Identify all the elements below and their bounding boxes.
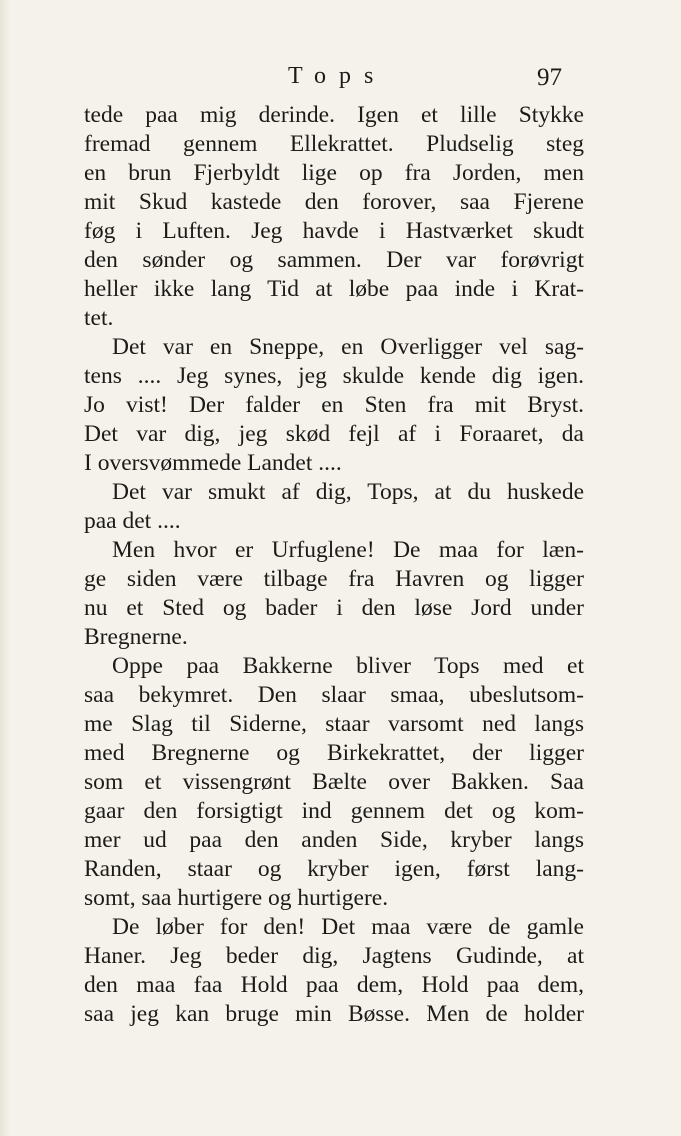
text-line: Jo vist! Der falder en Sten fra mit Bryst. [84, 392, 584, 418]
text-line: ge siden være tilbage fra Havren og ligger [84, 566, 584, 592]
text-line: tens .... Jeg synes, jeg skulde kende dig igen. [84, 363, 584, 389]
text-line: føg i Luften. Jeg havde i Hastværket skudt [84, 218, 584, 244]
text-line: me Slag til Siderne, staar varsomt ned langs [84, 711, 584, 737]
text-line: Oppe paa Bakkerne bliver Tops med et [112, 653, 584, 679]
text-line: De løber for den! Det maa være de gamle [112, 914, 584, 940]
text-line: I oversvømmede Landet .... [84, 450, 342, 476]
text-line: mit Skud kastede den forover, saa Fjerene [84, 189, 584, 215]
text-line: heller ikke lang Tid at løbe paa inde i Krat- [84, 276, 584, 302]
text-line: mer ud paa den anden Side, kryber langs [84, 827, 584, 853]
running-title: Tops [288, 63, 387, 89]
text-line: den maa faa Hold paa dem, Hold paa dem, [84, 972, 584, 998]
text-line: med Bregnerne og Birkekrattet, der ligger [84, 740, 584, 766]
text-line: saa bekymret. Den slaar smaa, ubeslutsom- [84, 682, 584, 708]
text-line: Bregnerne. [84, 624, 188, 650]
text-line: Det var dig, jeg skød fejl af i Foraaret, da [84, 421, 584, 447]
text-line: den sønder og sammen. Der var forøvrigt [84, 247, 584, 273]
page-number: 97 [537, 64, 562, 91]
text-line: nu et Sted og bader i den løse Jord under [84, 595, 584, 621]
text-line: Haner. Jeg beder dig, Jagtens Gudinde, at [84, 943, 584, 969]
text-line: saa jeg kan bruge min Bøsse. Men de holder [84, 1001, 584, 1027]
text-line: en brun Fjerbyldt lige op fra Jorden, men [84, 160, 584, 186]
text-line: tet. [84, 305, 114, 331]
body-text [84, 101, 584, 1029]
text-line: tede paa mig derinde. Igen et lille Stykke [84, 102, 584, 128]
text-line: gaar den forsigtigt ind gennem det og kom- [84, 798, 584, 824]
page-header [0, 58, 681, 94]
text-line: paa det .... [84, 508, 181, 534]
page-edge [0, 0, 10, 1136]
text-line: som et vissengrønt Bælte over Bakken. Saa [84, 769, 584, 795]
text-line: Det var smukt af dig, Tops, at du huskede [112, 479, 584, 505]
text-line: Det var en Sneppe, en Overligger vel sag- [112, 334, 584, 360]
text-line: Men hvor er Urfuglene! De maa for læn- [112, 537, 584, 563]
text-line: Randen, staar og kryber igen, først lang- [84, 856, 584, 882]
text-line: fremad gennem Ellekrattet. Pludselig steg [84, 131, 584, 157]
text-line: somt, saa hurtigere og hurtigere. [84, 885, 389, 911]
